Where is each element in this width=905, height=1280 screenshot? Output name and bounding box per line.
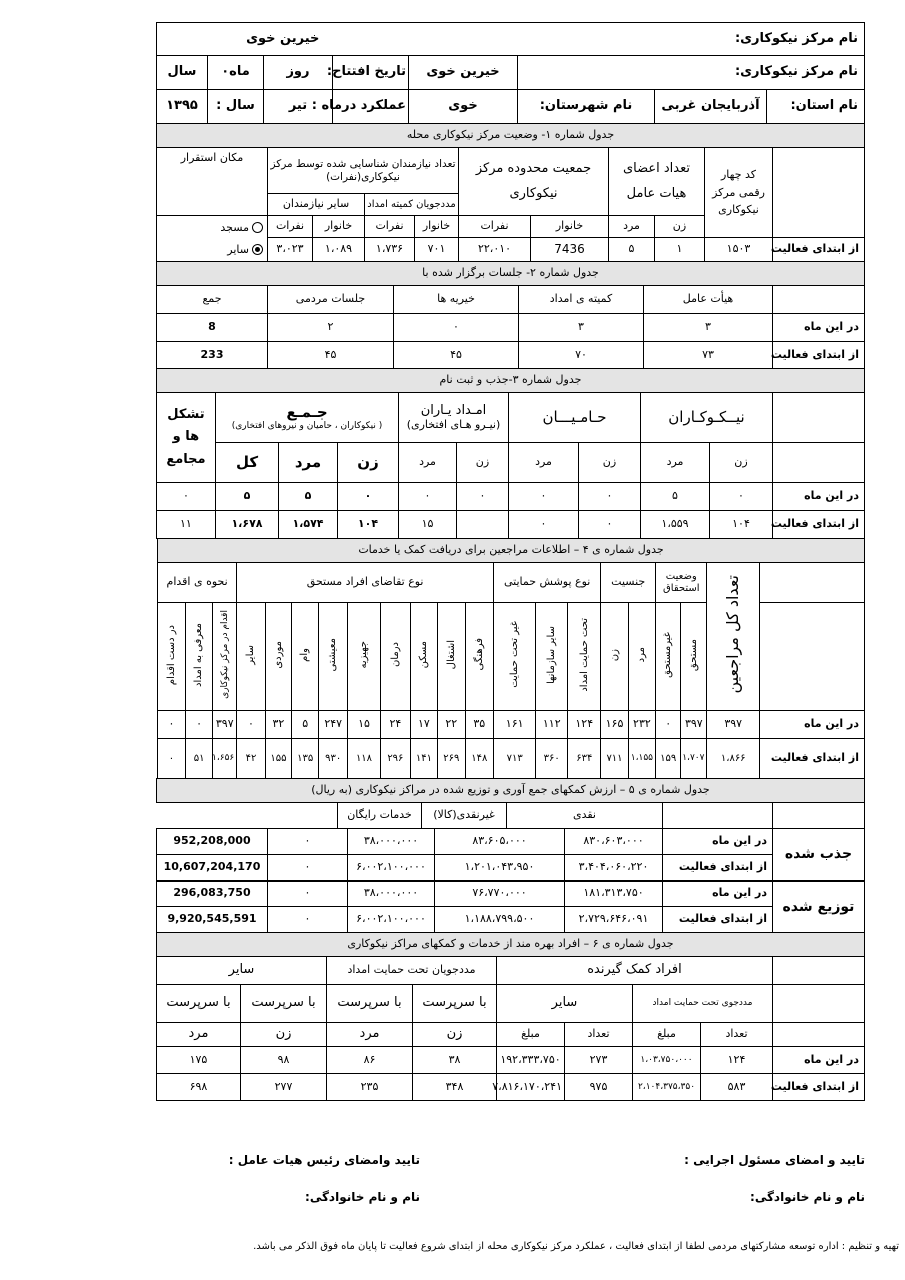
t3-cell: ۱۵: [399, 511, 457, 539]
t6-head: مبلغ: [497, 1023, 565, 1047]
t4-cell: ۰: [237, 711, 266, 739]
t6-cell: ۹۸: [241, 1047, 327, 1074]
t6-cell: ۳۴۸: [413, 1074, 497, 1101]
province-label: نام استان:: [790, 98, 858, 114]
emdad-needy-label: مددجویان کمیته امداد: [367, 198, 456, 210]
t4-cell: ۲۴۷: [319, 711, 348, 739]
t4-head: غیر تحت حمایت: [508, 621, 520, 689]
t4-head: معیشتی: [327, 637, 339, 672]
pop-household-value: 7436: [531, 238, 609, 262]
emdad-household-value: ۷۰۱: [415, 238, 459, 262]
t5-col-cash: نقدی: [507, 803, 663, 829]
row-this-month: در این ماه: [773, 1047, 865, 1074]
t3-head: زن: [579, 443, 641, 483]
t4-action: نحوه ی اقدام: [166, 575, 228, 589]
t4-status: وضعیت استحقاق: [663, 571, 700, 594]
t4-head: سایر: [245, 644, 257, 665]
row-since-start: از ابتدای فعالیت: [773, 238, 865, 262]
t2-cell: ۳: [644, 314, 773, 342]
t6-cell: ۳۸: [413, 1047, 497, 1074]
t2-col-total: جمع: [157, 286, 268, 314]
needy-label: تعداد نیازمندان شناسایی شده توسط مرکز نیکوکاری(نفرات): [270, 158, 456, 183]
t3-hamian: حـامـیـــان: [542, 407, 607, 426]
month-value: ۰: [221, 64, 230, 80]
t3-head: مرد: [641, 443, 710, 483]
t5-cell: ۰: [268, 829, 348, 855]
t6-cell: ۲،۱۰۴،۳۷۵،۳۵۰: [633, 1074, 701, 1101]
t3-head: زن: [710, 443, 773, 483]
t3-cell: ۱،۵۵۹: [641, 511, 710, 539]
t4-cell: ۵۱: [185, 739, 212, 779]
t3-cell: ۱،۵۷۴: [279, 511, 338, 539]
t3-total-sub: ( نیکوکاران ، حامیان و نیروهای افتخاری): [231, 420, 383, 431]
t3-head-total: مرد: [279, 443, 338, 483]
t6-head: زن: [241, 1023, 327, 1047]
t3-head-total: زن: [338, 443, 399, 483]
t4-head: مستحق: [688, 638, 700, 671]
t3-cell: ۱۰۴: [710, 511, 773, 539]
t5-cell: ۰: [268, 881, 348, 907]
population-label: جمعیت محدوده مرکز نیکوکاری: [475, 160, 592, 201]
t4-cell: ۱،۸۶۶: [707, 739, 760, 779]
t5-cell: ۰: [268, 907, 348, 933]
name-label-2: نام و نام خانوادگی:: [305, 1190, 420, 1204]
t5-cell: ۰: [268, 855, 348, 881]
t4-cell: ۱۱۸: [347, 739, 380, 779]
t6-cell: ۱۲۴: [701, 1047, 773, 1074]
row-since-start: از ابتدای فعالیت: [773, 342, 865, 369]
row-since-start: از ابتدای فعالیت: [663, 907, 773, 933]
t4-cell: ۱۵: [347, 711, 380, 739]
t4-cell: ۵: [292, 711, 319, 739]
t3-emdadyaran-sub: (نیـرو هـای افتخاری): [406, 417, 501, 431]
code-value: ۱۵۰۳: [705, 238, 773, 262]
exec-sign-label: تایید و امضای مسئول اجرایی :: [684, 1153, 865, 1167]
name-label-1: نام و نام خانوادگی:: [750, 1190, 865, 1204]
city-label: نام شهرستان:: [539, 98, 633, 114]
t5-cell: ۸۳۰،۶۰۳،۰۰۰: [565, 829, 663, 855]
t3-cell: ۰: [338, 483, 399, 511]
t4-cell: ۶۳۴: [568, 739, 601, 779]
t6-cell: ۲۷۷: [241, 1074, 327, 1101]
table-5-title: جدول شماره ی ۵ – ارزش کمکهای جمع آوری و توزیع شده در مراکز نیکوکاری (به ریال): [156, 779, 864, 803]
t5-distributed: توزیع شده: [773, 881, 865, 933]
t4-head: در دست اقدام: [165, 624, 177, 685]
t4-gender: جنسیت: [611, 575, 646, 589]
t4-head: غیرمستحق: [662, 631, 674, 678]
t4-cell: ۲۹۶: [381, 739, 411, 779]
board-label: تعداد اعضای هیات عامل: [622, 160, 691, 201]
row-since-start: از ابتدای فعالیت: [773, 1074, 865, 1101]
t6-cell: ۱۷۵: [156, 1047, 240, 1074]
t3-formations: تشکل ها و مجامع: [166, 407, 206, 467]
table-1-title: جدول شماره ۱- وضعیت مرکز نیکوکاری محله: [156, 124, 864, 148]
mosque-radio[interactable]: [252, 222, 263, 233]
t3-cell: ۱۰۴: [338, 511, 399, 539]
city: خوی: [448, 98, 478, 114]
row-this-month: در این ماه: [773, 483, 865, 511]
t2-cell: ۳: [519, 314, 644, 342]
other-household-value: ۱،۰۸۹: [313, 238, 365, 262]
table-4: [157, 538, 865, 779]
t5-cell-total: 9,920,545,591: [157, 907, 268, 933]
row-this-month: در این ماه: [663, 881, 773, 907]
board-sign-label: تایید وامضای رئیس هیات عامل :: [228, 1153, 420, 1167]
t5-cell: ۳۸،۰۰۰،۰۰۰: [348, 829, 435, 855]
t5-cell: ۱۸۱،۳۱۳،۷۵۰: [565, 881, 663, 907]
t4-head: فرهنگی: [473, 638, 485, 671]
t4-head: سایر سازمانها: [545, 625, 557, 684]
board-male-header: مرد: [609, 216, 655, 238]
t4-row-since-start: [158, 739, 865, 779]
t6-cell: ۱،۰۳،۷۵۰،۰۰۰: [633, 1047, 701, 1074]
t3-cell: ۵: [641, 483, 710, 511]
table-4-title: جدول شماره ی ۴ – اطلاعات مراجعین برای دریافت کمک یا خدمات: [158, 539, 865, 563]
t3-cell: ۱،۶۷۸: [216, 511, 279, 539]
t4-cell: ۱۲۴: [568, 711, 601, 739]
table-5: [156, 778, 865, 829]
t3-head: زن: [457, 443, 509, 483]
t4-cell: ۳۲: [265, 711, 291, 739]
report-form: [157, 22, 865, 1101]
t6-emdad-dependents: مددجویان تحت حمایت امداد: [327, 957, 497, 985]
t3-cell: [457, 511, 509, 539]
t6-cell: ۸۶: [327, 1047, 413, 1074]
t5-cell: ۱،۱۸۸،۷۹۹،۵۰۰: [435, 907, 565, 933]
t4-cell: ۳۹۷: [681, 711, 707, 739]
t3-head-total: کل: [216, 443, 279, 483]
table-3: [156, 368, 865, 539]
t4-cell: ۳۵: [465, 711, 494, 739]
t6-head: مرد: [156, 1023, 240, 1047]
t4-cell: ۰: [185, 711, 212, 739]
pop-persons-header: نفرات: [459, 216, 531, 238]
t4-head: وام: [299, 647, 311, 662]
footer-note: تهیه و تنظیم : اداره توسعه مشارکتهای مردمی لطفا از ابتدای فعالیت ، عملکرد مرکز نیکوکاری محله از ابتدای شروع فعالیت تا پایان ماه فوق الذکر می باشد.: [253, 1241, 899, 1252]
day-label: روز: [286, 64, 310, 80]
other-persons-value: ۳،۰۲۳: [268, 238, 313, 262]
t3-emdadyaran: امـداد یـاران: [420, 402, 487, 418]
row-since-start: از ابتدای فعالیت: [773, 511, 865, 539]
t4-cell: ۲۲: [438, 711, 465, 739]
other-persons-header: نفرات: [268, 216, 313, 238]
t6-cell: ۲۷۳: [565, 1047, 633, 1074]
year-label: سال: [167, 64, 197, 80]
t4-cell: ۱،۱۵۵: [628, 739, 655, 779]
table-1: [156, 123, 865, 262]
table-3-title: جدول شماره ۳-جذب و ثبت نام: [156, 369, 864, 393]
performance-label: عملکرد درماه :: [311, 98, 406, 114]
row-this-month: در این ماه: [773, 314, 865, 342]
t6-cell: ۱۹۲،۳۳۳،۷۵۰: [497, 1047, 565, 1074]
t5-cell: ۳،۴۰۴،۰۶۰،۲۲۰: [565, 855, 663, 881]
t2-cell: ۷۳: [644, 342, 773, 369]
perf-year: ۱۳۹۵: [166, 98, 198, 114]
header-table-2: [156, 55, 865, 124]
t2-col-emdad: کمیته ی امداد: [519, 286, 644, 314]
t4-coverage: نوع پوشش حمایتی: [503, 575, 591, 589]
code-label: کد چهار رقمی مرکز نیکوکاری: [712, 168, 765, 217]
board-female-header: زن: [655, 216, 705, 238]
t5-cell-total: 952,208,000: [157, 829, 268, 855]
t4-head: زن: [608, 648, 620, 661]
t5-cell: ۲،۷۲۹،۶۴۶،۰۹۱: [565, 907, 663, 933]
t5-cell: ۱،۲۰۱،۰۴۳،۹۵۰: [435, 855, 565, 881]
t6-other2: سایر: [156, 957, 326, 985]
t4-head: تحت حمایت امداد: [578, 617, 590, 692]
t3-cell: ۰: [579, 511, 641, 539]
t3-head: مرد: [509, 443, 579, 483]
t5-collected: جذب شده: [773, 829, 865, 881]
t4-head: مرد: [636, 647, 648, 663]
row-this-month: در این ماه: [759, 711, 864, 739]
row-this-month: در این ماه: [663, 829, 773, 855]
t3-head: مرد: [399, 443, 457, 483]
t4-cell: ۰: [656, 711, 681, 739]
emdad-persons-value: ۱،۷۳۶: [365, 238, 415, 262]
t6-emdad-sub: مددجوی تحت حمایت امداد: [633, 985, 773, 1023]
t4-cell: ۱۴۱: [410, 739, 437, 779]
other-household-header: خانوار: [313, 216, 365, 238]
open-date-label: تاریخ افتتاح:: [326, 64, 406, 80]
emdad-household-header: خانوار: [415, 216, 459, 238]
t4-cell: ۱،۶۵۶: [213, 739, 237, 779]
t3-cell: ۰: [579, 483, 641, 511]
t4-request: نوع تقاضای افراد مستحق: [306, 575, 424, 589]
t4-head: درمان: [389, 642, 401, 668]
t2-cell: ۴۵: [394, 342, 519, 369]
t4-cell: ۱۶۵: [601, 711, 628, 739]
t6-cell: ۶۹۸: [156, 1074, 240, 1101]
pop-persons-value: ۲۲،۰۱۰: [459, 238, 531, 262]
t2-col-board: هیأت عامل: [644, 286, 773, 314]
center-name: خیرین خوی: [246, 30, 320, 46]
t6-head: تعداد: [565, 1023, 633, 1047]
t4-cell: ۲۶۹: [438, 739, 465, 779]
perf-year-label: سال :: [216, 98, 255, 114]
center-name-value: خیرین خوی: [426, 64, 500, 80]
t3-cell: ۰: [399, 483, 457, 511]
t3-cell: ۱۱: [156, 511, 215, 539]
t5-cell: ۳۸،۰۰۰،۰۰۰: [348, 881, 435, 907]
mosque-label: مسجد: [220, 220, 249, 234]
mosque-option[interactable]: [159, 217, 263, 239]
t4-cell: ۳۹۷: [707, 711, 760, 739]
t4-cell: ۱۷: [410, 711, 437, 739]
t6-with-guardian: با سرپرست: [413, 985, 497, 1023]
t4-cell: ۳۶۰: [536, 739, 568, 779]
t6-head: مرد: [327, 1023, 413, 1047]
t5-cell: ۸۳،۶۰۵،۰۰۰: [435, 829, 565, 855]
t3-cell: ۰: [509, 511, 579, 539]
center-name-label: نام مرکز نیکوکاری:: [734, 30, 858, 46]
t2-cell: ۲: [268, 314, 394, 342]
t5-col-services: خدمات رایگان: [338, 803, 422, 829]
t4-head: معرفی به امداد: [193, 622, 205, 687]
t4-cell: ۷۱۳: [494, 739, 536, 779]
t4-head: اقدام در مرکز نیکوکاری: [219, 610, 230, 700]
t2-cell: ۰: [394, 314, 519, 342]
t4-head: جهیزیه: [358, 640, 370, 669]
t4-cell: ۱۵۹: [656, 739, 681, 779]
t5-cell-total: 10,607,204,170: [157, 855, 268, 881]
other-radio[interactable]: [252, 244, 263, 255]
row-since-start: از ابتدای فعالیت: [759, 739, 864, 779]
table-6: [156, 932, 865, 1101]
t3-cell: ۰: [710, 483, 773, 511]
other-option[interactable]: [159, 239, 263, 261]
t2-cell: ۴۵: [268, 342, 394, 369]
t6-cell: ۵۸۳: [701, 1074, 773, 1101]
header-table: [156, 22, 865, 56]
t3-total: جـمـع: [286, 402, 328, 421]
other-label: سایر: [227, 242, 249, 256]
location-label: مکان استقرار: [180, 151, 244, 164]
t2-cell-total: 8: [157, 314, 268, 342]
t6-with-guardian: با سرپرست: [241, 985, 327, 1023]
t6-other: سایر: [497, 985, 633, 1023]
t3-cell: ۵: [279, 483, 338, 511]
t4-head: موردی: [272, 640, 284, 669]
t6-with-guardian: با سرپرست: [327, 985, 413, 1023]
t2-cell-total: 233: [157, 342, 268, 369]
t5-cell: ۶،۰۰۲،۱۰۰،۰۰۰: [348, 907, 435, 933]
t2-col-charities: خیریه ها: [394, 286, 519, 314]
t6-cell: ۷،۸۱۶،۱۷۰،۲۴۱: [497, 1074, 565, 1101]
t2-col-public: جلسات مردمی: [268, 286, 394, 314]
t3-cell: ۵: [216, 483, 279, 511]
row-since-start: از ابتدای فعالیت: [663, 855, 773, 881]
table-5-body: [156, 828, 865, 933]
t6-recipients: افراد کمک گیرنده: [497, 957, 773, 985]
t5-cell-total: 296,083,750: [157, 881, 268, 907]
t4-cell: ۰: [158, 739, 186, 779]
t6-cell: ۲۳۵: [327, 1074, 413, 1101]
t3-cell: ۰: [509, 483, 579, 511]
emdad-persons-header: نفرات: [365, 216, 415, 238]
t4-total-clients: تعداد کل مراجعین: [723, 575, 743, 694]
t4-cell: ۱۵۵: [265, 739, 291, 779]
t3-nikokaran: نیــکـوکـاران: [668, 407, 745, 426]
t4-cell: ۱۳۵: [292, 739, 319, 779]
t4-cell: ۷۱۱: [601, 739, 628, 779]
table-2: [156, 261, 865, 369]
t4-cell: ۳۹۷: [213, 711, 237, 739]
t4-row-this-month: [158, 711, 865, 739]
t4-cell: ۱،۷۰۷: [681, 739, 707, 779]
t3-cell: ۰: [156, 483, 215, 511]
t2-cell: ۷۰: [519, 342, 644, 369]
t6-head: مبلغ: [633, 1023, 701, 1047]
t4-cell: ۱۶۱: [494, 711, 536, 739]
performance-month: تیر: [288, 98, 308, 114]
t4-cell: ۹۳۰: [319, 739, 348, 779]
table-6-title: جدول شماره ی ۶ – افراد بهره مند از خدمات و کمکهای مراکز نیکوکاری: [156, 933, 864, 957]
t4-cell: ۲۴: [381, 711, 411, 739]
center-name-label2: نام مرکز نیکوکاری:: [734, 64, 858, 80]
t5-col-goods: غیرنقدی(کالا): [422, 803, 507, 829]
t4-cell: ۱۱۲: [536, 711, 568, 739]
t4-head: مسکن: [418, 640, 430, 669]
t6-head: تعداد: [701, 1023, 773, 1047]
board-male-value: ۵: [609, 238, 655, 262]
t4-cell: ۴۲: [237, 739, 266, 779]
t4-head: اشتغال: [445, 640, 457, 670]
board-female-value: ۱: [655, 238, 705, 262]
t6-head: زن: [413, 1023, 497, 1047]
t5-cell: ۷۶،۷۷۰،۰۰۰: [435, 881, 565, 907]
t4-cell: ۱۴۸: [465, 739, 494, 779]
month-label: ماه: [229, 64, 250, 80]
t6-with-guardian: با سرپرست: [156, 985, 240, 1023]
province: آذربایجان غربی: [661, 98, 760, 114]
t4-cell: ۲۳۲: [628, 711, 655, 739]
t4-cell: ۰: [158, 711, 186, 739]
t5-cell: ۶،۰۰۲،۱۰۰،۰۰۰: [348, 855, 435, 881]
t6-cell: ۹۷۵: [565, 1074, 633, 1101]
other-needy-label: سایر نیازمندان: [282, 197, 350, 211]
pop-household-header: خانوار: [531, 216, 609, 238]
table-2-title: جدول شماره ۲- جلسات برگزار شده با: [157, 262, 865, 286]
t3-cell: ۰: [457, 483, 509, 511]
